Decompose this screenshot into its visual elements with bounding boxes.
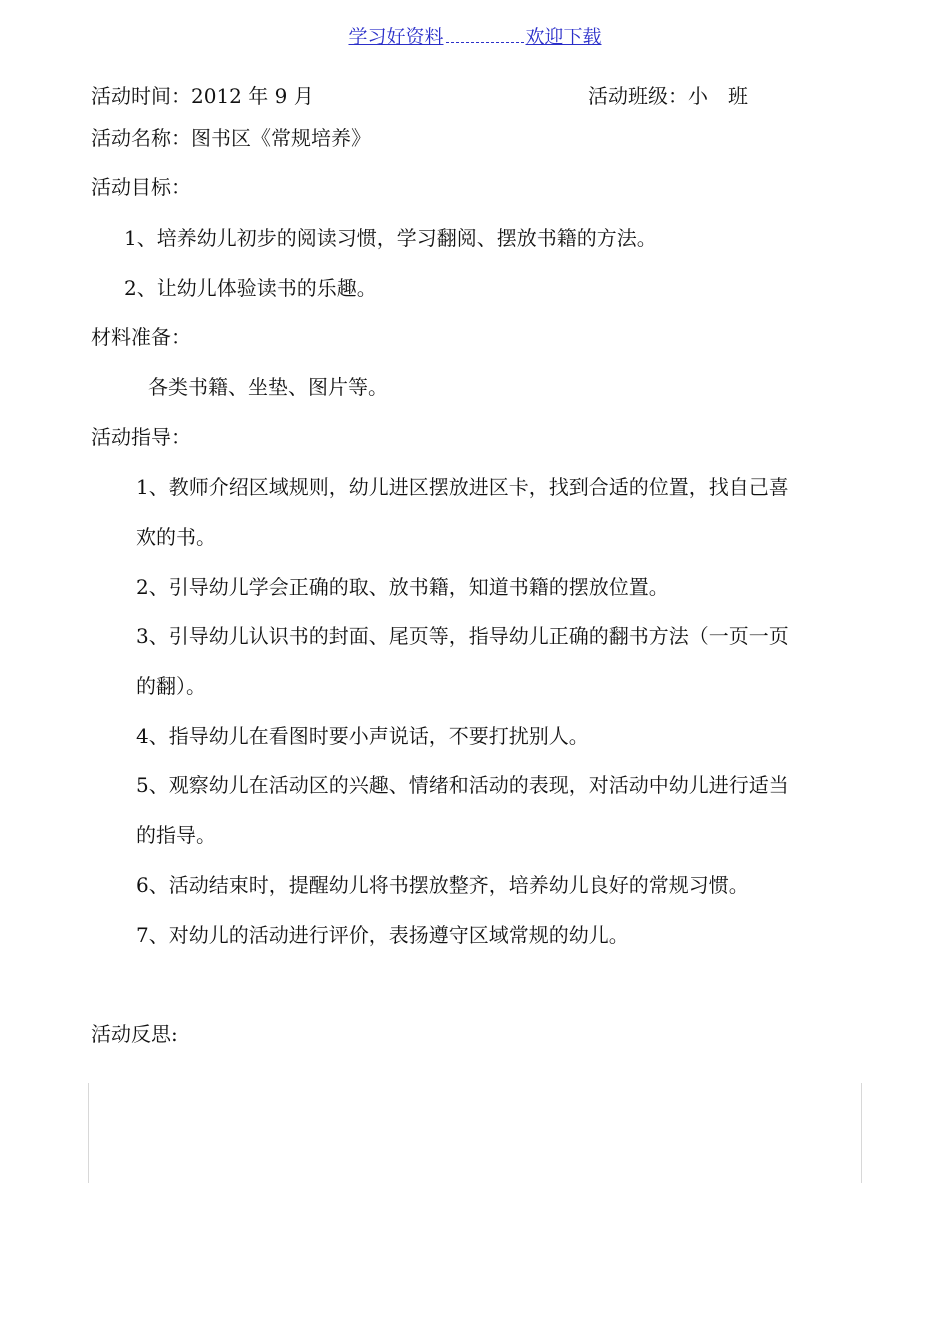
guidance-line: 的指导。 — [136, 823, 216, 847]
reflection-box — [88, 1083, 862, 1183]
header-right-text: 欢迎下载 — [525, 26, 602, 48]
goal-item: 2、让幼儿体验读书的乐趣。 — [124, 276, 377, 300]
activity-name: 活动名称：图书区《常规培养》 — [91, 126, 371, 150]
guidance-line: 6、活动结束时，提醒幼儿将书摆放整齐，培养幼儿良好的常规习惯。 — [136, 873, 749, 897]
guidance-line: 4、指导幼儿在看图时要小声说话，不要打扰别人。 — [136, 724, 589, 748]
header-dashed-gap — [446, 28, 524, 43]
guidance-line: 的翻）。 — [136, 674, 206, 698]
guidance-line: 欢的书。 — [136, 525, 216, 549]
guidance-line: 1、教师介绍区域规则，幼儿进区摆放进区卡，找到合适的位置，找自己喜 — [136, 475, 789, 499]
guidance-line: 7、对幼儿的活动进行评价，表扬遵守区域常规的幼儿。 — [136, 923, 629, 947]
guidance-line: 2、引导幼儿学会正确的取、放书籍，知道书籍的摆放位置。 — [136, 575, 669, 599]
guidance-line: 3、引导幼儿认识书的封面、尾页等，指导幼儿正确的翻书方法（一页一页 — [136, 624, 789, 648]
guidance-line: 5、观察幼儿在活动区的兴趣、情绪和活动的表现，对活动中幼儿进行适当 — [136, 773, 789, 797]
guidance-heading: 活动指导： — [91, 425, 191, 449]
reflection-heading: 活动反思: — [91, 1022, 178, 1046]
materials-heading: 材料准备： — [91, 325, 191, 349]
header-left-text: 学习好资料 — [348, 26, 444, 48]
activity-class: 活动班级：小 班 — [588, 84, 748, 108]
materials-text: 各类书籍、坐垫、图片等。 — [148, 375, 388, 399]
page-header — [0, 22, 950, 49]
goal-item: 1、培养幼儿初步的阅读习惯，学习翻阅、摆放书籍的方法。 — [124, 226, 657, 250]
activity-time: 活动时间：2012 年 9 月 — [91, 84, 314, 108]
goals-heading: 活动目标： — [91, 175, 191, 199]
